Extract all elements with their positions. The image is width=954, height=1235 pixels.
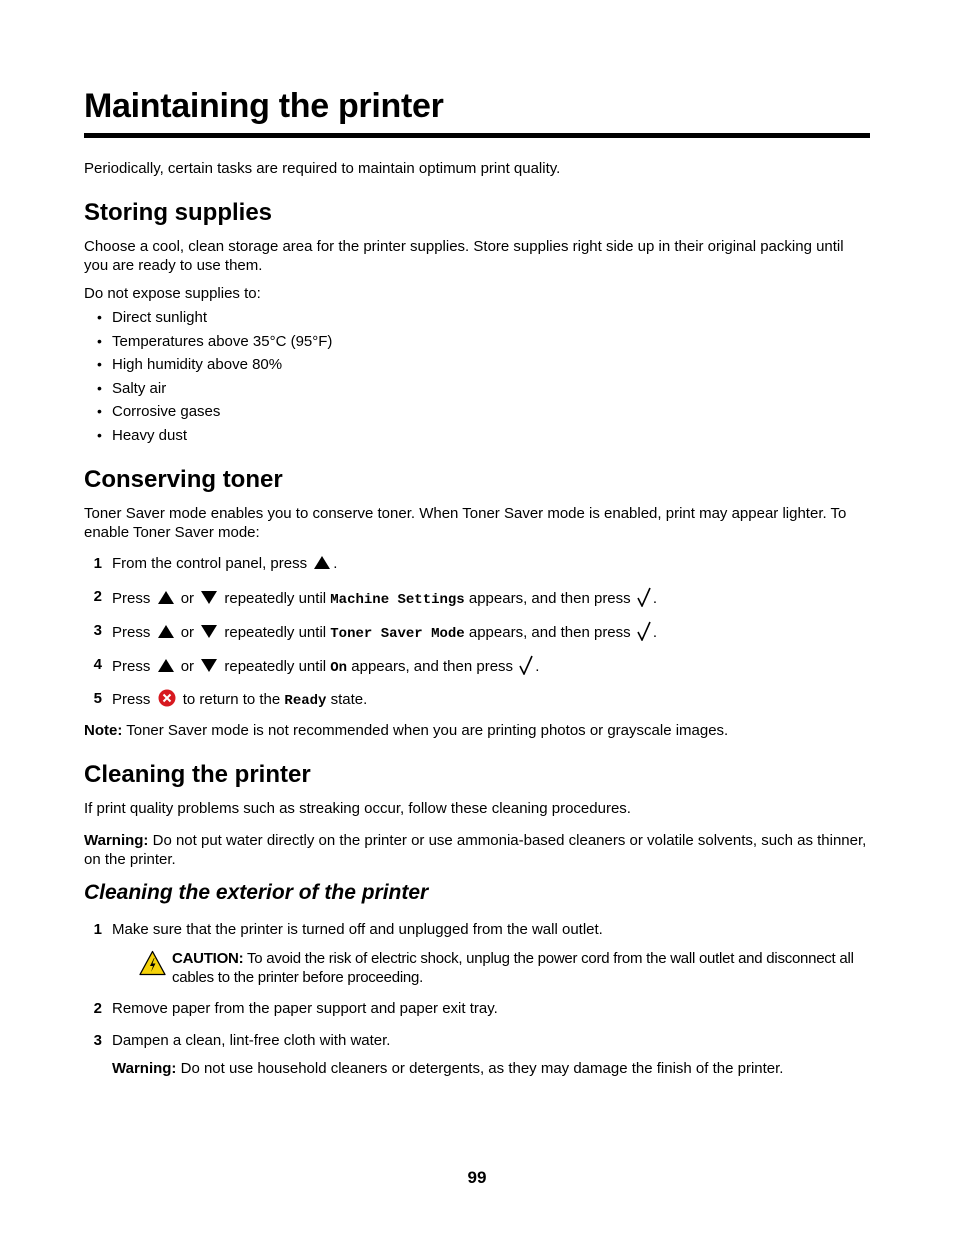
exposure-list [84,308,332,450]
storing-heading: Storing supplies [84,199,273,226]
bullet-icon: • [97,403,102,420]
list-item: • Heavy dust [97,426,188,444]
storing-para2: Do not expose supplies to: [84,285,261,302]
up-arrow-icon [314,556,330,569]
menu-item-code: On [330,660,348,676]
list-item: • Temperatures above 35°C (95°F) [97,332,333,350]
check-icon [519,655,533,675]
conserving-para: Toner Saver mode enables you to conserve toner. When Toner Saver mode is enabled, print may appear lighter. To enable Toner Saver mode: [84,505,847,541]
up-arrow-icon [158,625,174,638]
exterior-subheading: Cleaning the exterior of the printer [84,881,429,904]
bullet-icon: • [97,356,102,373]
bullet-icon: • [97,426,102,443]
warning2-text: Warning: Do not use household cleaners or detergents, as they may damage the finish of the printer. [112,1060,784,1077]
list-item: • Salty air [97,379,167,397]
list-item: • Direct sunlight [97,309,208,326]
menu-item-code: Toner Saver Mode [330,626,465,642]
up-arrow-icon [158,659,174,672]
warning-text: Warning: Do not put water directly on the printer or use ammonia-based cleaners or volatile solvents, such as thinner, on the printer. [84,832,867,868]
stop-icon [158,689,176,707]
menu-item-code: Ready [284,693,327,709]
caution-text: CAUTION: To avoid the risk of electric shock, unplug the power cord from the wall outlet and disconnect all cables to the printer before proceeding. [172,950,854,986]
page-number: 99 [467,1168,487,1187]
intro-text: Periodically, certain tasks are required to maintain optimum print quality. [84,160,561,177]
down-arrow-icon [201,659,217,672]
check-icon [637,621,651,641]
cleaning-para: If print quality problems such as streaking occur, follow these cleaning procedures. [84,800,631,817]
bullet-icon: • [97,332,102,349]
title-rule [84,133,870,138]
bullet-icon: • [97,379,102,396]
caution-icon [139,950,166,976]
cleaning-heading: Cleaning the printer [84,761,311,788]
conserving-heading: Conserving toner [84,466,283,493]
list-item: • High humidity above 80% [97,356,283,374]
down-arrow-icon [201,591,217,604]
up-arrow-icon [158,591,174,604]
bullet-icon: • [97,309,102,325]
storing-para: Choose a cool, clean storage area for the printer supplies. Store supplies right side up in their original packing until you are ready to use them. [84,238,844,274]
page-title: Maintaining the printer [84,87,444,125]
down-arrow-icon [201,625,217,638]
menu-item-code: Machine Settings [330,592,465,608]
check-icon [637,587,651,607]
note-text: Note: Toner Saver mode is not recommended when you are printing photos or grayscale images. [84,722,729,739]
list-item: • Corrosive gases [97,403,221,421]
